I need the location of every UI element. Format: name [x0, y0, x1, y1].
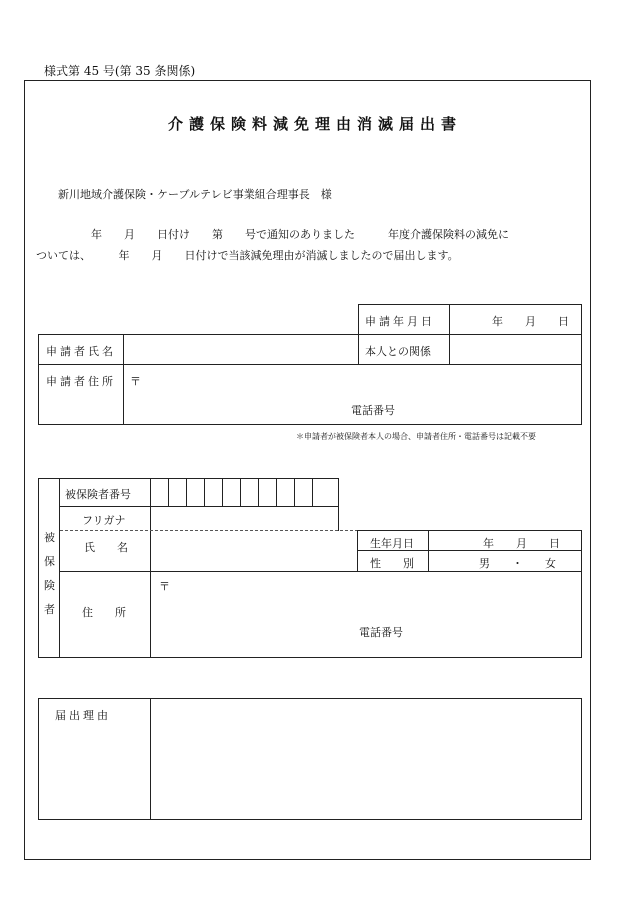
- furigana-dashed-line: [60, 530, 358, 531]
- birth-label-cell: [357, 530, 429, 551]
- birth-label: 生年月日: [370, 537, 414, 550]
- insured-side-label-char: 者: [44, 603, 55, 616]
- furigana-field[interactable]: [151, 507, 338, 530]
- furigana-label: フリガナ: [82, 514, 126, 527]
- insured-number-digit-box[interactable]: [204, 478, 223, 507]
- insured-side-label-cell: [38, 478, 60, 658]
- applicant-address-label-cell: [38, 364, 124, 425]
- insured-number-label-cell: [59, 478, 151, 507]
- addressee: 新川地域介護保険・ケーブルテレビ事業組合理事長 様: [58, 188, 332, 201]
- insured-number-digit-box[interactable]: [168, 478, 187, 507]
- relation-label: 本人との関係: [365, 345, 431, 358]
- insured-number-digit-box[interactable]: [312, 478, 339, 507]
- insured-address-label: 住 所: [82, 606, 126, 619]
- notice-body-line-1: 年 月 日付け 第 号で通知のありました 年度介護保険料の減免に: [36, 228, 509, 241]
- birth-date-field[interactable]: [428, 530, 582, 551]
- insured-number-label: 被保険者番号: [65, 488, 131, 501]
- insured-number-digit-box[interactable]: [276, 478, 295, 507]
- insured-name-label: 氏 名: [84, 541, 128, 554]
- note-text: ＊申請者が被保険者本人の場合、申請者住所・電話番号は記載不要: [296, 432, 536, 441]
- applicant-phone-label: 電話番号: [351, 404, 395, 417]
- sex-label-cell: [357, 550, 429, 572]
- insured-phone-label: 電話番号: [359, 626, 403, 639]
- insured-number-digit-box[interactable]: [294, 478, 313, 507]
- insured-side-label-char: 被: [44, 531, 55, 544]
- insured-number-digit-box[interactable]: [258, 478, 277, 507]
- application-date-label-cell: [358, 304, 450, 335]
- insured-name-field[interactable]: [151, 532, 357, 571]
- insured-side-label-char: 保: [44, 555, 55, 568]
- sex-field[interactable]: [428, 550, 582, 572]
- insured-address-label-cell: [59, 571, 151, 658]
- reason-label: 届出理由: [55, 709, 111, 722]
- relation-label-cell: [358, 334, 450, 365]
- insured-number-digit-box[interactable]: [186, 478, 205, 507]
- insured-number-digit-box[interactable]: [150, 478, 169, 507]
- applicant-name-field[interactable]: [123, 334, 359, 365]
- insured-postal-mark: 〒: [159, 580, 170, 593]
- sex-label: 性 別: [370, 557, 414, 570]
- application-date-value: 年 月 日: [492, 315, 569, 328]
- applicant-name-label-cell: [38, 334, 124, 365]
- application-date-label: 申請年月日: [365, 315, 435, 328]
- reason-field[interactable]: [150, 698, 582, 820]
- reason-label-cell: [38, 698, 151, 820]
- applicant-postal-mark: 〒: [130, 375, 141, 388]
- application-date-field[interactable]: [449, 304, 582, 335]
- relation-field[interactable]: [449, 334, 582, 365]
- form-title: 介護保険料減免理由消滅届出書: [167, 115, 462, 133]
- applicant-address-field[interactable]: [123, 364, 582, 425]
- notice-body-line-2: ついては、 年 月 日付けで当該減免理由が消滅しましたので届出します。: [36, 249, 459, 262]
- birth-date-value: 年 月 日: [483, 537, 560, 550]
- insured-address-field[interactable]: [150, 571, 582, 658]
- applicant-name-label: 申請者氏名: [46, 345, 116, 358]
- form-number: 様式第 45 号(第 35 条関係): [44, 64, 196, 78]
- furigana-right-line: [338, 506, 339, 531]
- insured-side-label-char: 険: [44, 579, 55, 592]
- insured-number-digit-box[interactable]: [240, 478, 259, 507]
- sex-options: 男 ・ 女: [479, 557, 556, 570]
- insured-name-label-cell: [59, 506, 151, 572]
- insured-number-digit-box[interactable]: [222, 478, 241, 507]
- applicant-address-label: 申請者住所: [46, 375, 116, 388]
